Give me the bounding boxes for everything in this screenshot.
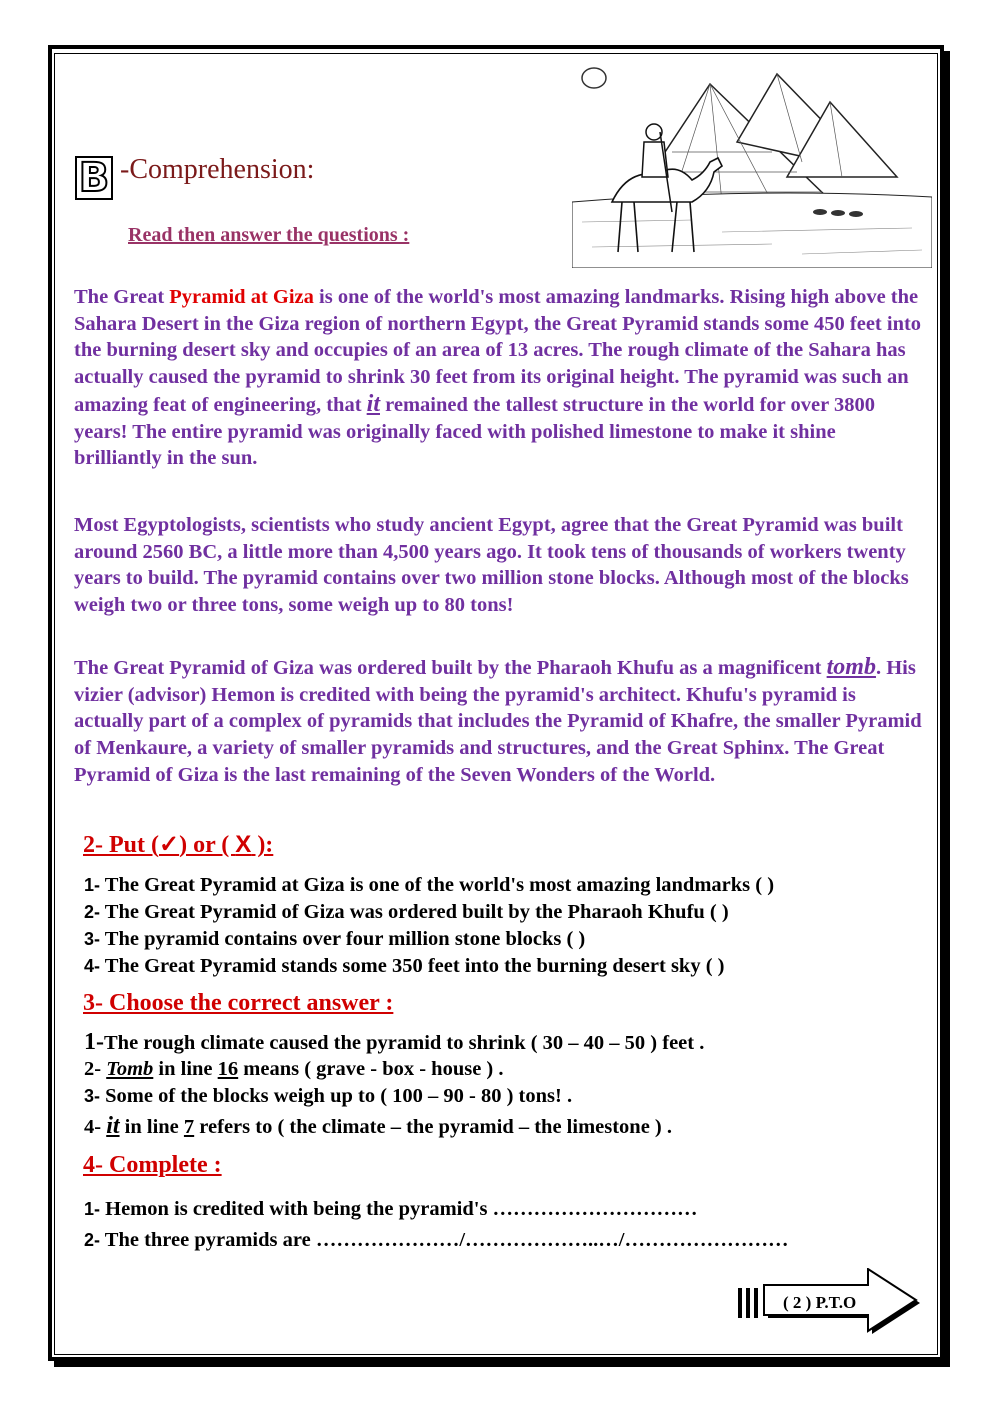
true-false-item [84,901,729,924]
item-number: 1- [84,875,101,895]
section-title: -Comprehension: [120,154,315,185]
multiple-choice-item [84,1113,672,1140]
heading-text: ): [251,832,274,858]
item-text: The Great Pyramid of Giza was ordered built by the Pharaoh Khufu ( ) [104,901,729,923]
section-letter-badge: B [75,156,113,200]
complete-heading: 4- Complete : [83,1152,222,1178]
item-number: 2- [84,1230,101,1250]
item-text: Some of the blocks weigh up to ( 100 – 90 - 80 ) tons! . [100,1085,573,1107]
item-text: in line [119,1116,184,1138]
multiple-choice-item [84,1058,504,1081]
passage-paragraph-3 [74,654,924,789]
item-text: The Great Pyramid stands some 350 feet into the burning desert sky ( ) [100,955,725,977]
multiple-choice-item [84,1085,572,1108]
true-false-item [84,874,774,897]
item-number: 3- [84,1086,101,1106]
complete-item [84,1198,698,1221]
item-number: 2- [84,1058,107,1080]
cross-icon: X [235,831,252,858]
passage-text: remained the tallest structure in the world for over 3800 years! The entire pyramid was originally faced with polished limestone to make it shine brilliantly in the sun. [74,393,875,470]
target-word: Tomb [106,1058,154,1080]
referenced-word-tomb: tomb [826,654,876,680]
item-text: Hemon is credited with being the pyramid's ………………………… [100,1198,698,1220]
multiple-choice-item [84,1029,704,1056]
item-number: 1- [84,1199,101,1219]
passage-text: . His vizier (advisor) Hemon is credited with being the pyramid's architect. Khufu's pyramid is actually part of a complex of pyramids that includes the Pyramid of Khafre, the smaller Pyramid of Menkaure, a variety of smaller pyramids and structures, and the Great Sphinx. The Great Pyramid of Giza is the last remaining of the Seven Wonders of the World. [74,657,922,786]
heading-text: 2- Put ( [83,832,159,858]
item-number: 2- [84,902,101,922]
item-text: refers to ( the climate – the pyramid – the limestone ) . [194,1116,672,1138]
item-number: 4- [84,1116,102,1138]
true-false-item [84,955,725,978]
item-text: The rough climate caused the pyramid to shrink ( 30 – 40 – 50 ) feet . [104,1032,705,1054]
item-text: The Great Pyramid at Giza is one of the world's most amazing landmarks ( ) [104,874,775,896]
line-number: 7 [183,1116,195,1138]
passage-text: The Great [74,286,170,308]
passage-paragraph-2: Most Egyptologists, scientists who study ancient Egypt, agree that the Great Pyramid was built around 2560 BC, a little more than 4,500 years ago. It took tens of thousands of workers twenty years to build. The pyramid contains over two million stone blocks. Although most of the blocks weigh two or three tons, some weigh up to 80 tons! [74,514,909,617]
item-text: The pyramid contains over four million stone blocks ( ) [104,928,586,950]
pyramids-camel-illustration [572,62,932,268]
checkmark-icon: ✓ [158,832,180,858]
item-number: 1- [84,1029,104,1055]
true-false-item [84,928,585,951]
item-text: The three pyramids are …………………/………………..…/…………………… [100,1229,789,1251]
target-word: it [106,1113,120,1139]
item-number: 4- [84,956,101,976]
highlighted-term: Pyramid at Giza [169,286,314,308]
item-text: means ( grave - box - house ) . [238,1058,504,1080]
referenced-word-it: it [366,390,380,417]
item-text: in line [153,1058,218,1080]
true-false-heading [83,830,273,859]
passage-text: is one of the world's most amazing landmarks. Rising high above the Sahara Desert in the Giza region of northern Egypt, the Great Pyramid stands some 450 feet into the burning desert sky and occupies of an area of 13 acres. The rough climate of the Sahara has actually caused the pyramid to shrink 30 feet from its original height. The pyramid was such an amazing feat of engineering, that [74,286,922,416]
complete-item [84,1229,788,1252]
heading-text: ) or ( [179,832,236,858]
passage-paragraph-1 [74,284,924,472]
passage-text: The Great Pyramid of Giza was ordered built by the Pharaoh Khufu as a magnificent [74,657,827,679]
item-number: 3- [84,929,101,949]
line-number: 16 [217,1058,239,1080]
page-number-label: ( 2 ) P.T.O [783,1293,857,1312]
instruction-heading: Read then answer the questions : [128,224,410,246]
multiple-choice-heading: 3- Choose the correct answer : [83,990,394,1016]
